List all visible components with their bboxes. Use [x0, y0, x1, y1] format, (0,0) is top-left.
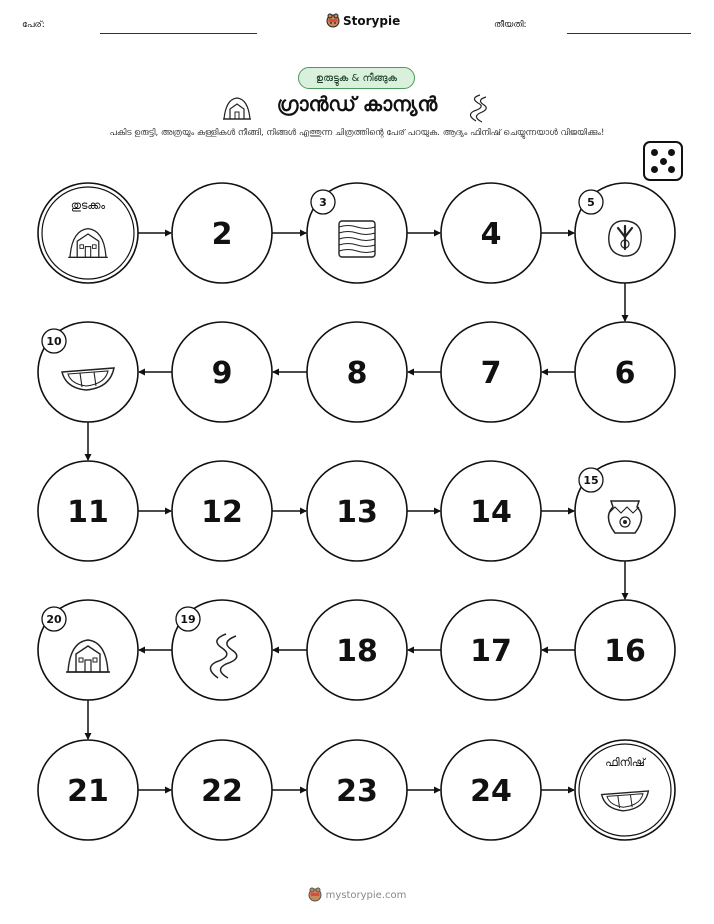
board-cells	[38, 183, 675, 840]
board-cell-number	[307, 322, 407, 422]
cell-number: 15	[583, 474, 599, 487]
cell-number: 17	[470, 634, 512, 669]
cell-number: 2	[211, 217, 233, 252]
board-cell-number	[441, 600, 541, 700]
game-type-badge: ഉരുട്ടുക & നീങ്ങുക	[298, 67, 415, 89]
cell-number: 3	[319, 196, 327, 209]
board-cell-picture	[172, 600, 272, 700]
cell-circle	[575, 740, 675, 840]
board-cell-number	[441, 322, 541, 422]
finish-label: ഫിനിഷ്	[605, 756, 645, 769]
page-title: ഗ്രാൻഡ് കാന്യൻ	[276, 92, 438, 116]
board-cell-number	[307, 461, 407, 561]
cell-number: 14	[470, 495, 512, 530]
cell-number: 22	[201, 774, 243, 809]
cell-number: 18	[336, 634, 378, 669]
cell-number: 12	[201, 495, 243, 530]
board-cell-number	[307, 600, 407, 700]
board-cell-number	[441, 461, 541, 561]
cell-number: 24	[470, 774, 512, 809]
board-cell-number	[172, 322, 272, 422]
board-cell-number	[441, 740, 541, 840]
cell-number: 8	[346, 356, 368, 391]
cell-number: 7	[480, 356, 502, 391]
board-cell-number	[172, 740, 272, 840]
storypie-mascot-icon	[308, 887, 322, 903]
board-cell-number	[575, 322, 675, 422]
cell-number: 20	[46, 613, 62, 626]
date-label: തീയതി:	[494, 20, 527, 30]
board-cell-picture	[307, 183, 407, 283]
board-cell-number	[172, 183, 272, 283]
board-cell-number	[307, 740, 407, 840]
cell-number: 13	[336, 495, 378, 530]
brand-name: Storypie	[343, 14, 401, 28]
board-cell-picture	[38, 600, 138, 700]
cell-number: 16	[604, 634, 646, 669]
cell-number: 4	[480, 217, 502, 252]
cell-number: 11	[67, 495, 109, 530]
cell-number: 9	[211, 356, 233, 391]
cell-number: 19	[180, 613, 196, 626]
footer	[0, 887, 714, 903]
board-cell-picture	[575, 183, 675, 283]
start-label: തുടക്കം	[70, 199, 106, 212]
board-cell-number	[575, 600, 675, 700]
board-cell-number	[38, 461, 138, 561]
fossil-footprint-icon	[609, 221, 641, 256]
name-label: പേര്:	[22, 20, 45, 30]
cell-number: 10	[46, 335, 62, 348]
board-cell-number	[441, 183, 541, 283]
clay-pot-icon	[608, 501, 641, 533]
cell-number: 23	[336, 774, 378, 809]
board-cell-picture	[575, 461, 675, 561]
footer-url[interactable]: mystorypie.com	[325, 889, 407, 901]
cell-number: 5	[587, 196, 595, 209]
cell-number: 6	[614, 356, 636, 391]
board-cell-number	[38, 740, 138, 840]
cell-number: 21	[67, 774, 109, 809]
board-cell-number	[172, 461, 272, 561]
board-cell-start	[38, 183, 138, 283]
rock-layers-icon	[339, 221, 375, 257]
board-cell-finish	[575, 740, 675, 840]
instructions: പകിട ഉരുട്ടി, അത്രയും കള്ളികൾ നീങ്ങി, നിങ്ങൾ എത്തുന്ന ചിത്രത്തിന്റെ പേര് പറയുക. ആദ്യം ഫിനിഷ് ചെയ്യുന്നയാൾ വിജയിക്കും!	[109, 128, 605, 138]
board-cell-picture	[38, 322, 138, 422]
